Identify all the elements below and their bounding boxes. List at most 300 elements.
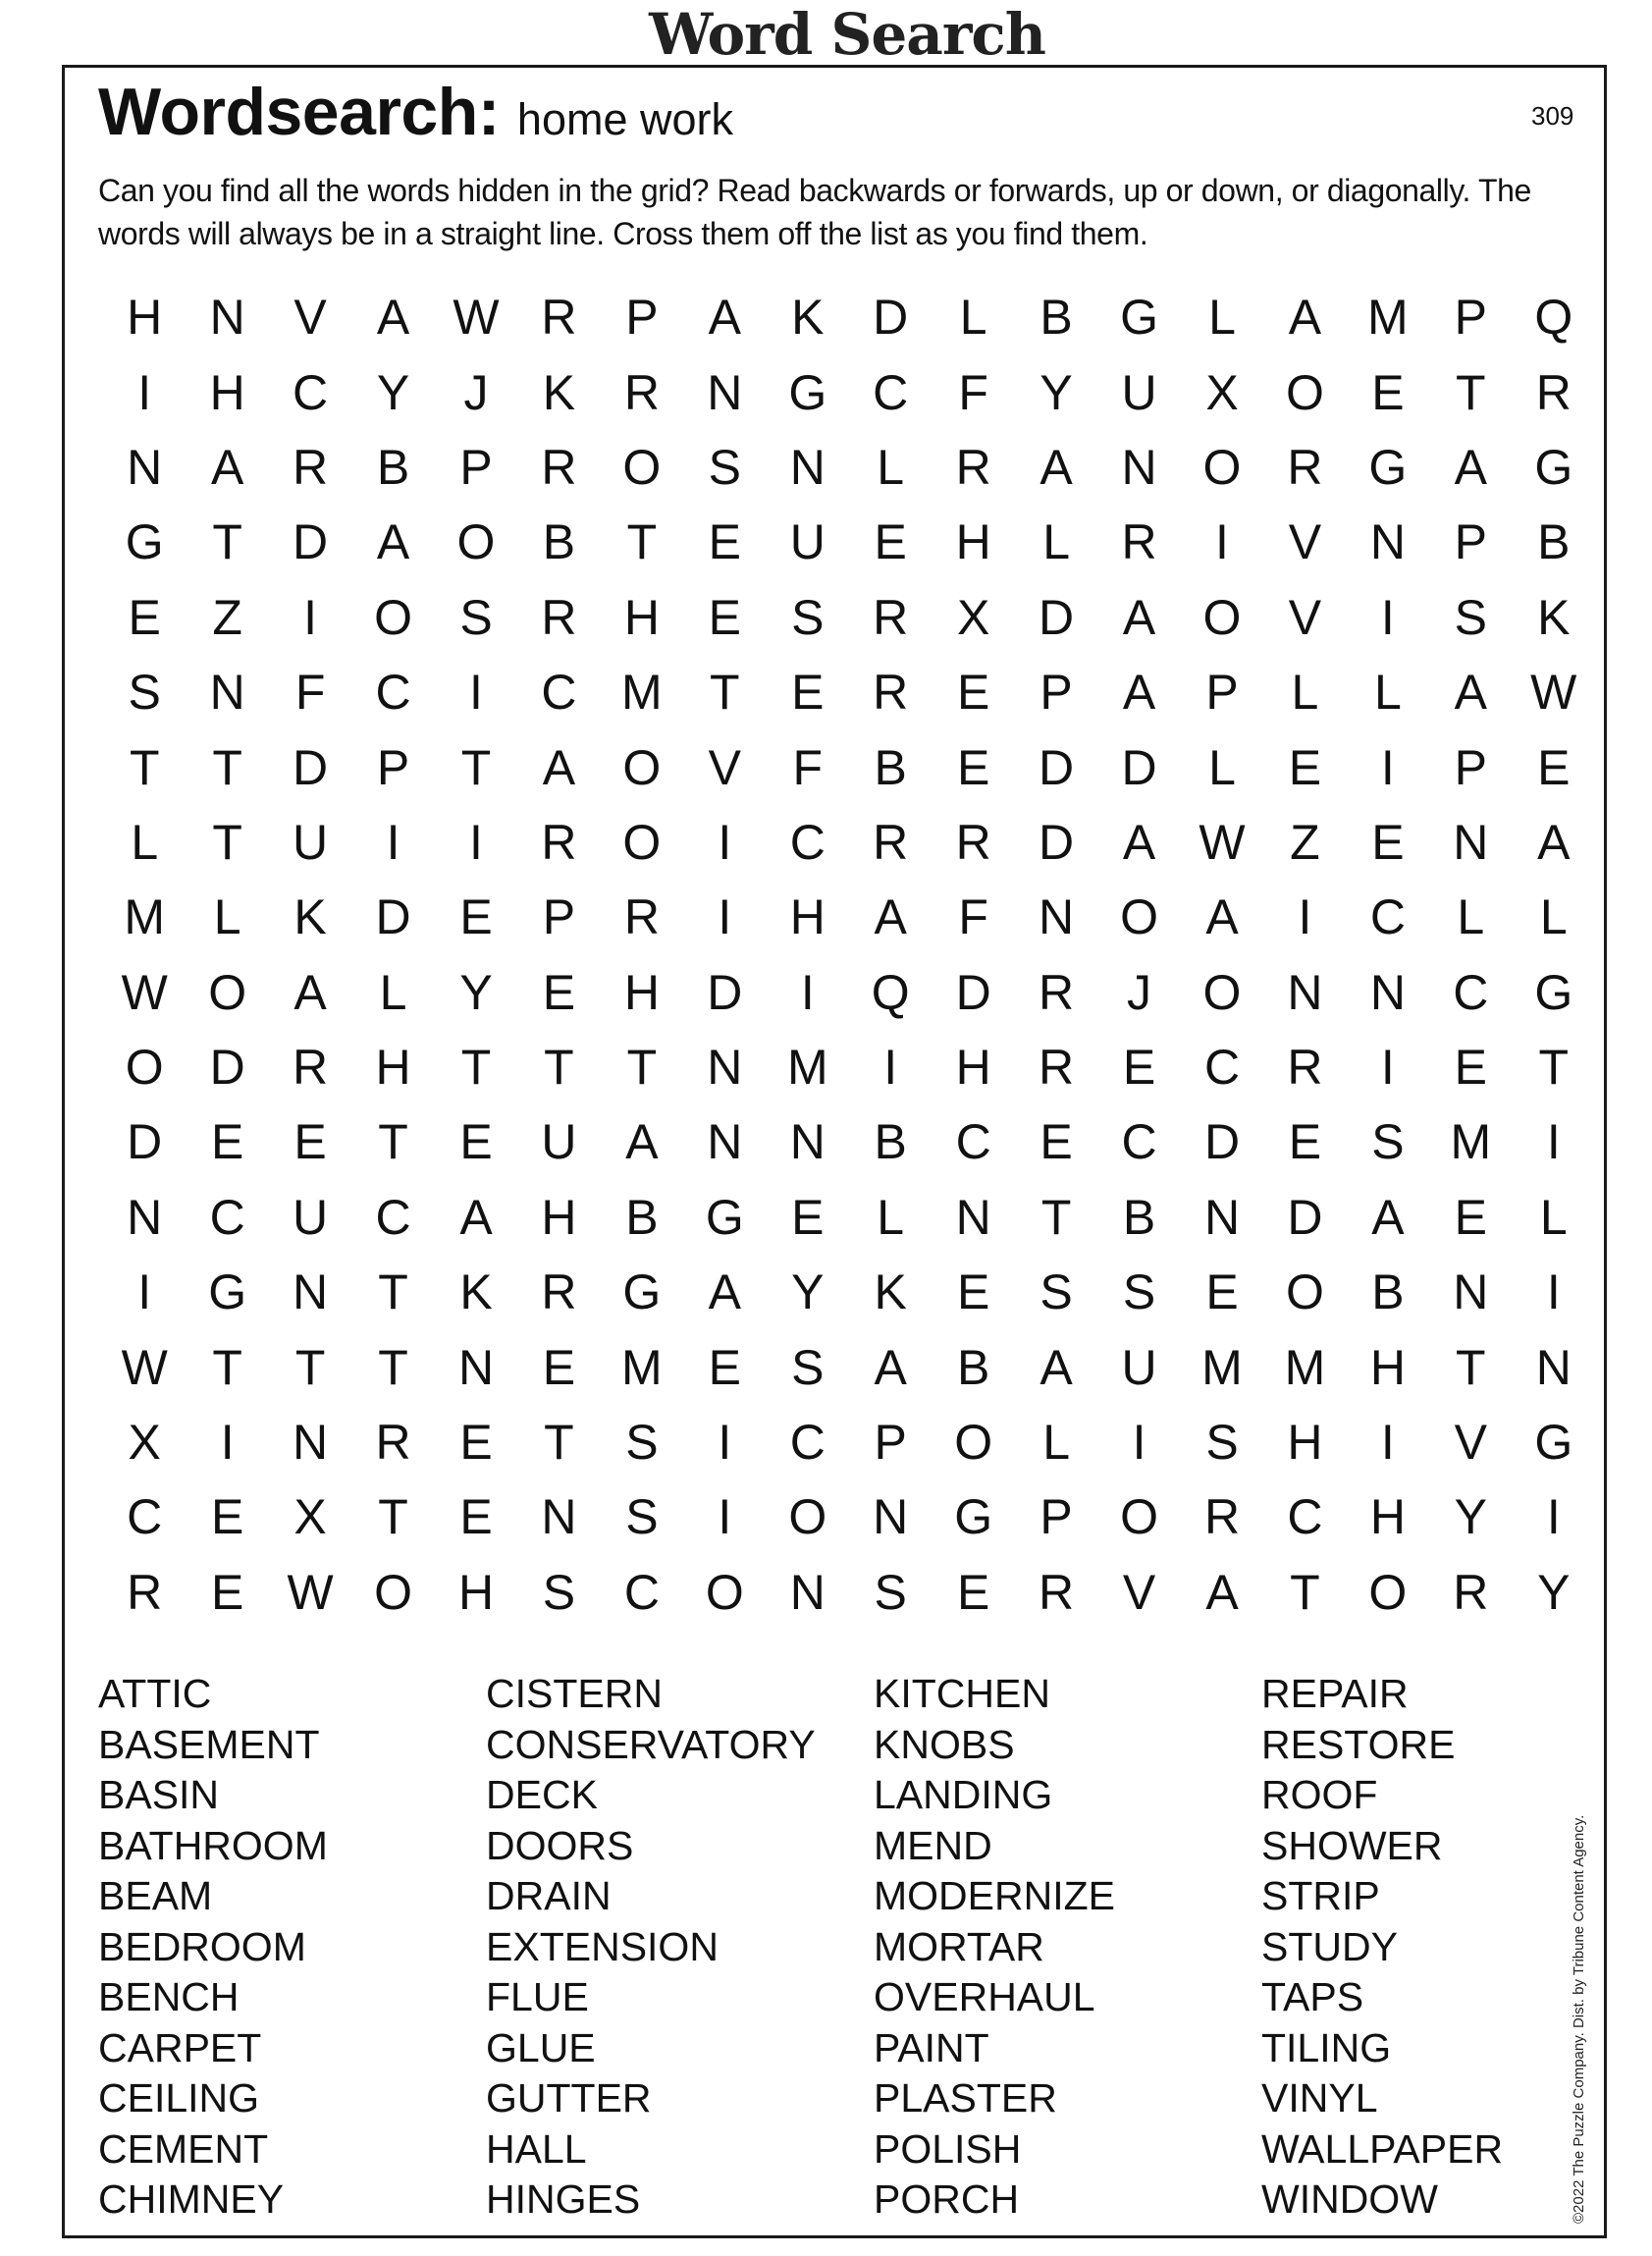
grid-letter[interactable]: S [542,1564,576,1620]
grid-letter[interactable]: I [1298,889,1312,945]
grid-letter[interactable]: P [874,1415,907,1471]
grid-letter[interactable]: C [789,814,826,870]
grid-letter[interactable]: L [1208,739,1236,795]
grid-letter[interactable]: E [791,665,825,721]
grid-letter[interactable]: O [1120,1489,1158,1545]
grid-letter[interactable]: K [791,290,825,346]
grid-letter[interactable]: C [789,1415,826,1471]
grid-letter[interactable]: N [1453,1264,1489,1320]
grid-letter[interactable]: H [457,1564,495,1620]
grid-letter[interactable]: T [212,739,242,795]
grid-letter[interactable]: B [874,1114,907,1170]
grid-letter[interactable]: R [955,814,991,870]
grid-letter[interactable]: K [874,1264,907,1320]
grid-letter[interactable]: D [955,964,991,1020]
grid-letter[interactable]: E [1454,1040,1487,1096]
grid-letter[interactable]: R [541,290,577,346]
grid-letter[interactable]: I [303,589,318,645]
grid-letter[interactable]: J [1127,964,1152,1020]
grid-letter[interactable]: S [1454,589,1487,645]
grid-letter[interactable]: B [376,439,410,495]
grid-letter[interactable]: B [1371,1264,1405,1320]
grid-letter[interactable]: M [1367,290,1409,346]
grid-letter[interactable]: E [1288,739,1322,795]
grid-letter[interactable]: L [1042,514,1070,570]
grid-letter[interactable]: S [625,1489,659,1545]
grid-letter[interactable]: W [121,964,168,1020]
grid-letter[interactable]: C [955,1114,991,1170]
grid-letter[interactable]: D [1039,814,1075,870]
grid-letter[interactable]: L [1373,665,1402,721]
grid-letter[interactable]: E [459,1415,493,1471]
grid-letter[interactable]: N [1453,814,1489,870]
grid-letter[interactable]: X [293,1489,327,1545]
grid-letter[interactable]: G [954,1489,993,1545]
grid-letter[interactable]: G [788,364,827,420]
grid-letter[interactable]: R [873,589,909,645]
grid-letter[interactable]: L [1208,290,1236,346]
grid-letter[interactable]: I [1380,739,1395,795]
grid-letter[interactable]: A [293,964,327,1020]
grid-letter[interactable]: I [220,1415,235,1471]
grid-letter[interactable]: J [463,364,489,420]
grid-letter[interactable]: N [789,1114,826,1170]
grid-letter[interactable]: D [1039,589,1075,645]
grid-letter[interactable]: E [1288,1114,1322,1170]
grid-letter[interactable]: W [1199,814,1246,870]
grid-letter[interactable]: E [210,1114,244,1170]
grid-letter[interactable]: E [1537,739,1571,795]
grid-letter[interactable]: R [873,665,909,721]
grid-letter[interactable]: N [1121,439,1157,495]
grid-letter[interactable]: C [541,665,577,721]
grid-letter[interactable]: A [459,1189,493,1245]
grid-letter[interactable]: L [1539,1189,1568,1245]
grid-letter[interactable]: C [1453,964,1489,1020]
grid-letter[interactable]: G [705,1189,744,1245]
grid-letter[interactable]: R [1121,514,1157,570]
grid-letter[interactable]: R [293,439,329,495]
grid-letter[interactable]: L [959,290,987,346]
grid-letter[interactable]: N [873,1489,909,1545]
grid-letter[interactable]: T [710,665,740,721]
grid-letter[interactable]: S [791,589,825,645]
grid-letter[interactable]: A [1537,814,1571,870]
grid-letter[interactable]: L [1042,1415,1070,1471]
grid-letter[interactable]: Q [1534,290,1573,346]
grid-letter[interactable]: Y [791,1264,825,1320]
grid-letter[interactable]: A [1205,1564,1239,1620]
grid-letter[interactable]: C [1287,1489,1323,1545]
grid-letter[interactable]: D [873,290,909,346]
grid-letter[interactable]: E [708,1339,741,1395]
grid-letter[interactable]: T [460,739,492,795]
grid-letter[interactable]: W [453,290,500,346]
grid-letter[interactable]: A [625,1114,659,1170]
grid-letter[interactable]: O [622,814,662,870]
grid-letter[interactable]: E [1039,1114,1073,1170]
grid-letter[interactable]: V [708,739,741,795]
grid-letter[interactable]: D [127,1114,163,1170]
grid-letter[interactable]: V [1288,514,1322,570]
grid-letter[interactable]: T [129,739,160,795]
grid-letter[interactable]: I [469,665,483,721]
grid-letter[interactable]: E [1371,814,1405,870]
grid-letter[interactable]: B [1039,290,1073,346]
grid-letter[interactable]: R [1287,1040,1323,1096]
grid-letter[interactable]: I [1380,1040,1395,1096]
grid-letter[interactable]: U [1121,1339,1157,1395]
grid-letter[interactable]: E [293,1114,327,1170]
grid-letter[interactable]: G [622,1264,662,1320]
grid-letter[interactable]: M [621,1339,663,1395]
grid-letter[interactable]: N [127,439,163,495]
grid-letter[interactable]: N [1369,514,1406,570]
grid-letter[interactable]: I [1546,1264,1561,1320]
grid-letter[interactable]: G [1534,439,1573,495]
grid-letter[interactable]: E [956,665,990,721]
grid-letter[interactable]: O [622,739,662,795]
grid-letter[interactable]: D [293,739,329,795]
grid-letter[interactable]: E [542,964,576,1020]
grid-letter[interactable]: K [459,1264,493,1320]
grid-letter[interactable]: Q [871,964,910,1020]
grid-letter[interactable]: N [293,1264,329,1320]
grid-letter[interactable]: E [956,1264,990,1320]
grid-letter[interactable]: L [131,814,159,870]
grid-letter[interactable]: A [1122,814,1156,870]
grid-letter[interactable]: U [1121,364,1157,420]
grid-letter[interactable]: I [1132,1415,1146,1471]
grid-letter[interactable]: I [883,1040,898,1096]
grid-letter[interactable]: T [460,1040,492,1096]
grid-letter[interactable]: T [544,1415,574,1471]
grid-letter[interactable]: U [293,814,329,870]
grid-letter[interactable]: H [955,514,991,570]
grid-letter[interactable]: N [1287,964,1323,1020]
grid-letter[interactable]: L [213,889,241,945]
grid-letter[interactable]: D [1121,739,1157,795]
grid-letter[interactable]: O [208,964,247,1020]
grid-letter[interactable]: B [542,514,576,570]
grid-letter[interactable]: T [1290,1564,1320,1620]
grid-letter[interactable]: P [1039,665,1073,721]
grid-letter[interactable]: T [294,1339,326,1395]
grid-letter[interactable]: D [1203,1114,1241,1170]
grid-letter[interactable]: T [212,814,242,870]
grid-letter[interactable]: R [541,814,577,870]
grid-letter[interactable]: O [1202,964,1242,1020]
grid-letter[interactable]: O [788,1489,827,1545]
grid-letter[interactable]: A [874,1339,907,1395]
grid-letter[interactable]: E [210,1564,244,1620]
grid-letter[interactable]: G [1534,1415,1573,1471]
grid-letter[interactable]: M [621,665,663,721]
grid-letter[interactable]: I [469,814,483,870]
grid-letter[interactable]: O [374,1564,412,1620]
grid-letter[interactable]: N [789,1564,826,1620]
grid-letter[interactable]: A [1454,439,1487,495]
grid-letter[interactable]: E [708,589,741,645]
grid-letter[interactable]: T [626,1040,658,1096]
grid-letter[interactable]: O [1202,589,1242,645]
grid-letter[interactable]: H [955,1040,991,1096]
grid-letter[interactable]: O [374,589,412,645]
grid-letter[interactable]: O [1285,1264,1324,1320]
grid-letter[interactable]: K [293,889,327,945]
grid-letter[interactable]: A [874,889,907,945]
grid-letter[interactable]: I [386,814,400,870]
grid-letter[interactable]: O [125,1040,164,1096]
grid-letter[interactable]: S [708,439,741,495]
grid-letter[interactable]: F [958,889,988,945]
grid-letter[interactable]: W [1530,665,1577,721]
grid-letter[interactable]: T [626,514,658,570]
grid-letter[interactable]: M [1201,1339,1243,1395]
grid-letter[interactable]: S [1205,1415,1239,1471]
grid-letter[interactable]: P [376,739,410,795]
grid-letter[interactable]: E [956,1564,990,1620]
grid-letter[interactable]: N [707,1040,743,1096]
grid-letter[interactable]: W [287,1564,334,1620]
grid-letter[interactable]: Y [1039,364,1073,420]
grid-letter[interactable]: K [542,364,576,420]
grid-letter[interactable]: N [1203,1189,1241,1245]
grid-letter[interactable]: I [718,889,732,945]
grid-letter[interactable]: D [1287,1189,1323,1245]
grid-letter[interactable]: Z [212,589,242,645]
grid-letter[interactable]: S [874,1564,907,1620]
grid-letter[interactable]: I [800,964,815,1020]
grid-letter[interactable]: G [1368,439,1408,495]
grid-letter[interactable]: L [877,439,905,495]
grid-letter[interactable]: D [1039,739,1075,795]
grid-letter[interactable]: S [128,665,161,721]
grid-letter[interactable]: R [375,1415,411,1471]
grid-letter[interactable]: N [541,1489,577,1545]
grid-letter[interactable]: R [541,439,577,495]
grid-letter[interactable]: T [378,1489,408,1545]
grid-letter[interactable]: A [708,290,741,346]
grid-letter[interactable]: E [459,889,493,945]
grid-letter[interactable]: A [1205,889,1239,945]
grid-letter[interactable]: P [1454,290,1487,346]
grid-letter[interactable]: C [873,364,909,420]
grid-letter[interactable]: I [718,814,732,870]
grid-letter[interactable]: Z [1290,814,1320,870]
grid-letter[interactable]: X [956,589,990,645]
grid-letter[interactable]: L [877,1189,905,1245]
grid-letter[interactable]: O [456,514,496,570]
grid-letter[interactable]: V [1122,1564,1156,1620]
grid-letter[interactable]: R [1039,1564,1075,1620]
grid-letter[interactable]: I [718,1489,732,1545]
grid-letter[interactable]: X [128,1415,161,1471]
grid-letter[interactable]: E [708,514,741,570]
grid-letter[interactable]: T [212,514,242,570]
grid-letter[interactable]: R [1287,439,1323,495]
grid-letter[interactable]: G [208,1264,247,1320]
grid-letter[interactable]: R [541,1264,577,1320]
grid-letter[interactable]: E [210,1489,244,1545]
grid-letter[interactable]: A [542,739,576,795]
grid-letter[interactable]: N [789,439,826,495]
grid-letter[interactable]: A [1122,589,1156,645]
grid-letter[interactable]: A [1288,290,1322,346]
grid-letter[interactable]: I [1380,589,1395,645]
grid-letter[interactable]: N [1039,889,1075,945]
grid-letter[interactable]: D [293,514,329,570]
grid-letter[interactable]: R [1039,1040,1075,1096]
grid-letter[interactable]: N [955,1189,991,1245]
grid-letter[interactable]: O [1202,439,1242,495]
grid-letter[interactable]: T [1040,1189,1072,1245]
grid-letter[interactable]: R [541,589,577,645]
grid-letter[interactable]: I [1546,1114,1561,1170]
grid-letter[interactable]: L [379,964,407,1020]
grid-letter[interactable]: D [375,889,411,945]
grid-letter[interactable]: S [1122,1264,1156,1320]
grid-letter[interactable]: N [457,1339,495,1395]
grid-letter[interactable]: T [1538,1040,1570,1096]
grid-letter[interactable]: E [956,739,990,795]
grid-letter[interactable]: A [708,1264,741,1320]
grid-letter[interactable]: E [1122,1040,1156,1096]
grid-letter[interactable]: R [623,889,660,945]
grid-letter[interactable]: T [378,1264,408,1320]
grid-letter[interactable]: S [625,1415,659,1471]
grid-letter[interactable]: N [1369,964,1406,1020]
grid-letter[interactable]: T [1456,364,1486,420]
grid-letter[interactable]: P [542,889,576,945]
grid-letter[interactable]: S [1371,1114,1405,1170]
grid-letter[interactable]: L [1539,889,1568,945]
grid-letter[interactable]: Y [376,364,410,420]
grid-letter[interactable]: O [622,439,662,495]
grid-letter[interactable]: T [378,1114,408,1170]
grid-letter[interactable]: A [376,514,410,570]
grid-letter[interactable]: Y [459,964,493,1020]
grid-letter[interactable]: N [127,1189,163,1245]
grid-letter[interactable]: C [1203,1040,1241,1096]
grid-letter[interactable]: N [707,1114,743,1170]
grid-letter[interactable]: M [124,889,166,945]
grid-letter[interactable]: D [209,1040,245,1096]
grid-letter[interactable]: X [1205,364,1239,420]
grid-letter[interactable]: H [375,1040,411,1096]
grid-letter[interactable]: C [293,364,329,420]
grid-letter[interactable]: D [707,964,743,1020]
grid-letter[interactable]: R [1203,1489,1241,1545]
grid-letter[interactable]: H [541,1189,577,1245]
grid-letter[interactable]: E [1454,1189,1487,1245]
grid-letter[interactable]: P [1454,739,1487,795]
grid-letter[interactable]: P [1454,514,1487,570]
grid-letter[interactable]: C [623,1564,660,1620]
grid-letter[interactable]: F [958,364,988,420]
grid-letter[interactable]: S [459,589,493,645]
grid-letter[interactable]: A [376,290,410,346]
grid-letter[interactable]: P [625,290,659,346]
grid-letter[interactable]: C [209,1189,245,1245]
grid-letter[interactable]: F [792,739,824,795]
grid-letter[interactable]: E [1205,1264,1239,1320]
grid-letter[interactable]: H [1369,1339,1406,1395]
grid-letter[interactable]: M [1284,1339,1326,1395]
grid-letter[interactable]: H [623,589,660,645]
grid-letter[interactable]: A [1039,1339,1073,1395]
grid-letter[interactable]: T [378,1339,408,1395]
grid-letter[interactable]: E [542,1339,576,1395]
grid-letter[interactable]: M [786,1040,828,1096]
grid-letter[interactable]: B [956,1339,990,1395]
grid-letter[interactable]: C [127,1489,163,1545]
grid-letter[interactable]: C [1369,889,1406,945]
grid-letter[interactable]: R [1535,364,1572,420]
grid-letter[interactable]: A [1122,665,1156,721]
grid-letter[interactable]: E [128,589,161,645]
grid-letter[interactable]: N [1535,1339,1572,1395]
grid-letter[interactable]: R [623,364,660,420]
grid-letter[interactable]: O [705,1564,744,1620]
grid-letter[interactable]: H [1369,1489,1406,1545]
grid-letter[interactable]: I [1215,514,1229,570]
grid-letter[interactable]: B [1537,514,1571,570]
grid-letter[interactable]: R [127,1564,163,1620]
grid-letter[interactable]: S [1039,1264,1073,1320]
grid-letter[interactable]: R [1039,964,1075,1020]
grid-letter[interactable]: I [718,1415,732,1471]
grid-letter[interactable]: I [137,1264,152,1320]
grid-letter[interactable]: E [459,1114,493,1170]
grid-letter[interactable]: U [541,1114,577,1170]
grid-letter[interactable]: N [209,665,245,721]
grid-letter[interactable]: O [954,1415,993,1471]
grid-letter[interactable]: C [375,665,411,721]
grid-letter[interactable]: K [1537,589,1571,645]
grid-letter[interactable]: V [1454,1415,1487,1471]
grid-letter[interactable]: Y [1454,1489,1487,1545]
grid-letter[interactable]: B [874,739,907,795]
grid-letter[interactable]: H [623,964,660,1020]
grid-letter[interactable]: V [1288,589,1322,645]
grid-letter[interactable]: M [1450,1114,1492,1170]
grid-letter[interactable]: N [293,1415,329,1471]
grid-letter[interactable]: T [212,1339,242,1395]
grid-letter[interactable]: U [789,514,826,570]
grid-letter[interactable]: P [1205,665,1239,721]
grid-letter[interactable]: F [294,665,326,721]
grid-letter[interactable]: E [791,1189,825,1245]
grid-letter[interactable]: P [459,439,493,495]
grid-letter[interactable]: L [1457,889,1485,945]
grid-letter[interactable]: A [1454,665,1487,721]
grid-letter[interactable]: R [955,439,991,495]
grid-letter[interactable]: R [293,1040,329,1096]
grid-letter[interactable]: B [1122,1189,1156,1245]
grid-letter[interactable]: G [1534,964,1573,1020]
grid-letter[interactable]: H [127,290,163,346]
grid-letter[interactable]: E [459,1489,493,1545]
grid-letter[interactable]: R [873,814,909,870]
grid-letter[interactable]: R [1453,1564,1489,1620]
grid-letter[interactable]: G [1120,290,1158,346]
grid-letter[interactable]: I [1546,1489,1561,1545]
grid-letter[interactable]: P [1039,1489,1073,1545]
grid-letter[interactable]: H [789,889,826,945]
grid-letter[interactable]: C [375,1189,411,1245]
grid-letter[interactable]: A [1371,1189,1405,1245]
